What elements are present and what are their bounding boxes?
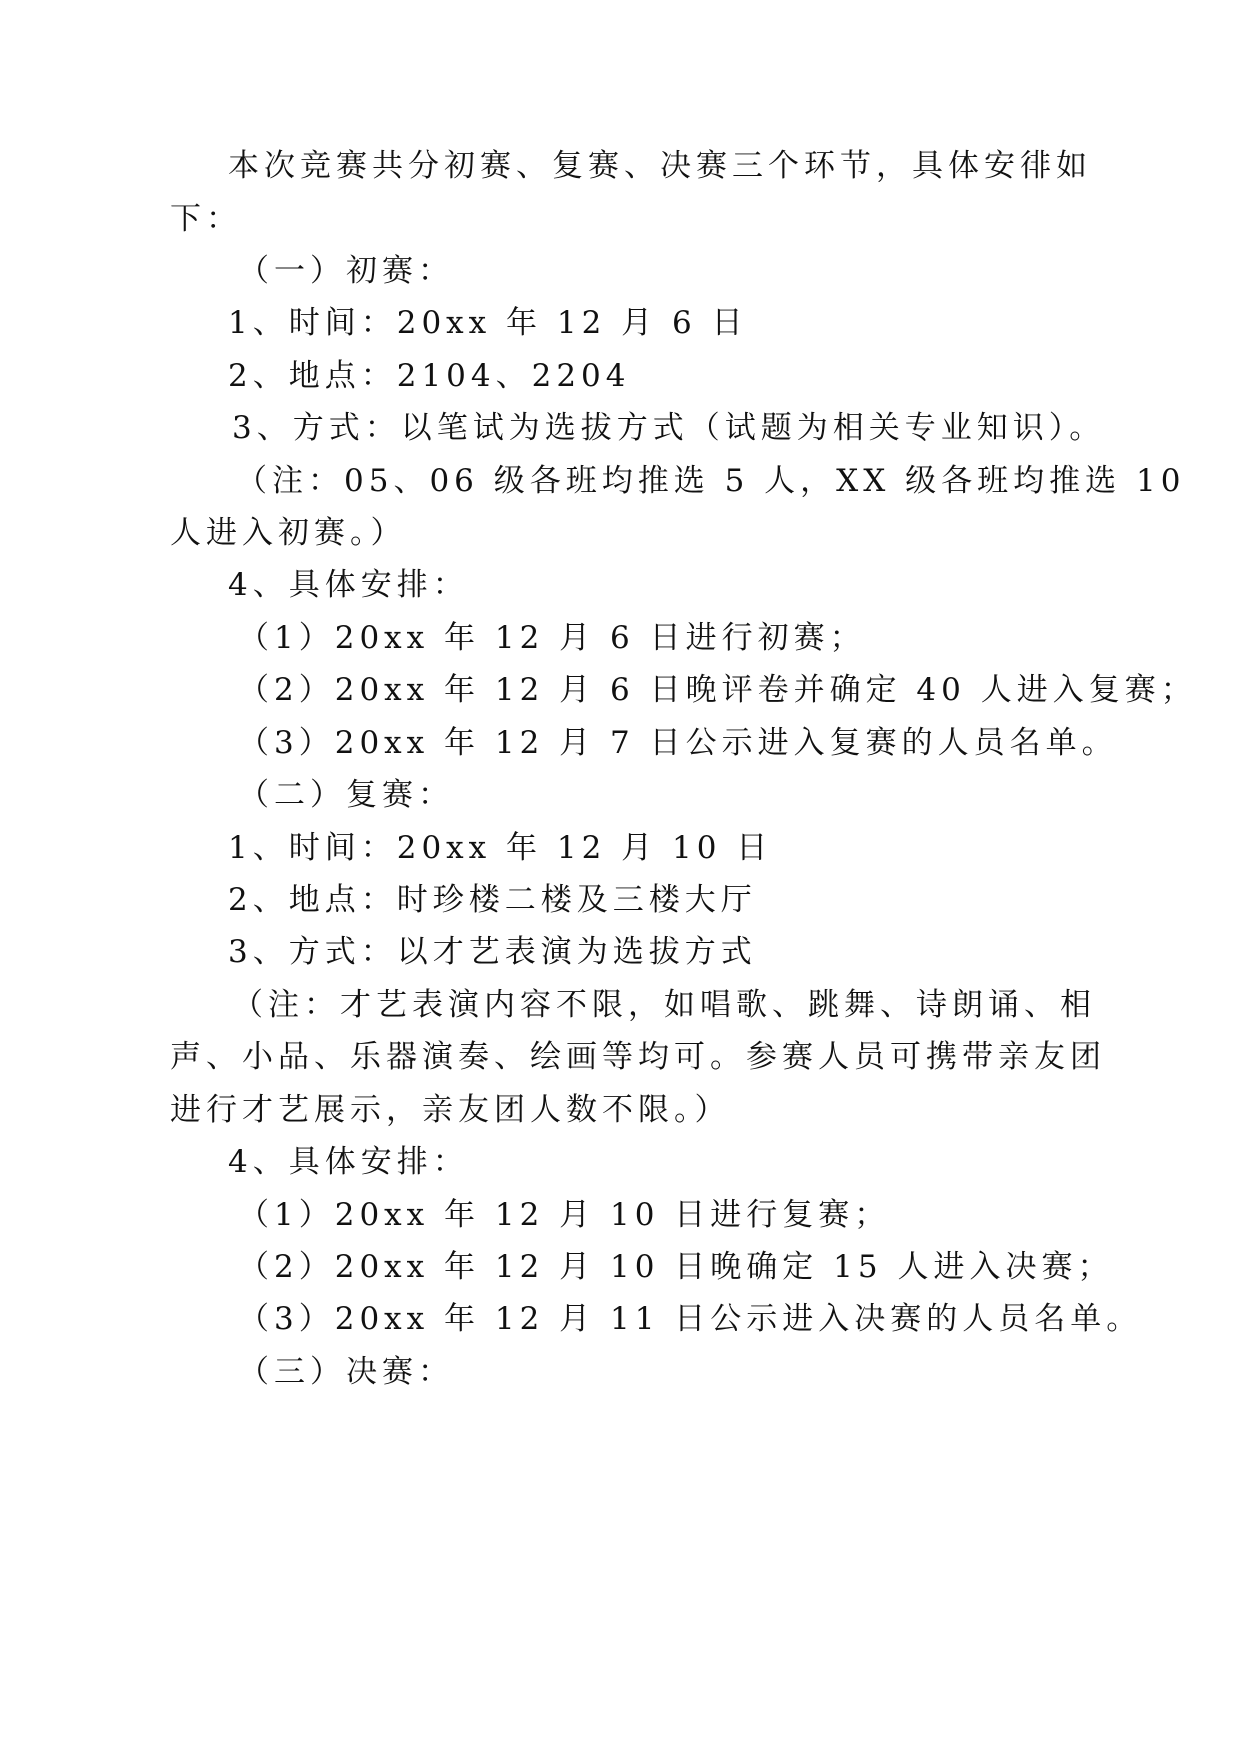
semifinal-schedule-item-1: （1）20xx 年 12 月 10 日进行复赛；: [238, 1197, 891, 1233]
semifinal-schedule-item-3: （3）20xx 年 12 月 11 日公示进入决赛的人员名单。: [238, 1301, 1143, 1337]
intro-paragraph-line-1: 本次竞赛共分初赛、复赛、决赛三个环节，具体安徘如: [228, 148, 1092, 184]
semifinal-note-line-2: 声、小品、乐器演奏、绘画等均可。参赛人员可携带亲友团: [170, 1039, 1106, 1075]
preliminary-schedule-item-3: （3）20xx 年 12 月 7 日公示进入复赛的人员名单。: [238, 725, 1118, 761]
semifinal-method: 3、方式：以才艺表演为选拔方式: [228, 934, 757, 970]
semifinal-schedule-item-2: （2）20xx 年 12 月 10 日晚确定 15 人进入决赛；: [238, 1249, 1114, 1285]
preliminary-method: 3、方式：以笔试为选拔方式（试题为相关专业知识）。: [232, 410, 1106, 446]
section-heading-preliminary: （一）初赛：: [238, 253, 454, 289]
preliminary-schedule-item-1: （1）20xx 年 12 月 6 日进行初赛；: [238, 620, 866, 656]
semifinal-schedule-heading: 4、具体安排：: [228, 1144, 469, 1180]
preliminary-note-line-2: 人进入初赛。）: [170, 515, 407, 551]
semifinal-note-line-3: 进行才艺展示，亲友团人数不限。）: [170, 1092, 731, 1128]
semifinal-location: 2、地点：时珍楼二楼及三楼大厅: [228, 882, 757, 918]
section-heading-final: （三）决赛：: [238, 1354, 454, 1390]
semifinal-note-line-1: （注：才艺表演内容不限，如唱歌、跳舞、诗朗诵、相: [232, 987, 1096, 1023]
semifinal-time: 1、时间：20xx 年 12 月 10 日: [228, 830, 773, 866]
section-heading-semifinal: （二）复赛：: [238, 777, 454, 813]
preliminary-schedule-item-2: （2）20xx 年 12 月 6 日晚评卷并确定 40 人进入复赛；: [238, 672, 1197, 708]
preliminary-schedule-heading: 4、具体安排：: [228, 567, 469, 603]
preliminary-time: 1、时间：20xx 年 12 月 6 日: [228, 305, 748, 341]
preliminary-location: 2、地点：2104、2204: [228, 358, 631, 394]
intro-paragraph-line-2: 下：: [170, 201, 242, 237]
preliminary-note-line-1: （注：05、06 级各班均推选 5 人，XX 级各班均推选 10: [236, 463, 1186, 499]
